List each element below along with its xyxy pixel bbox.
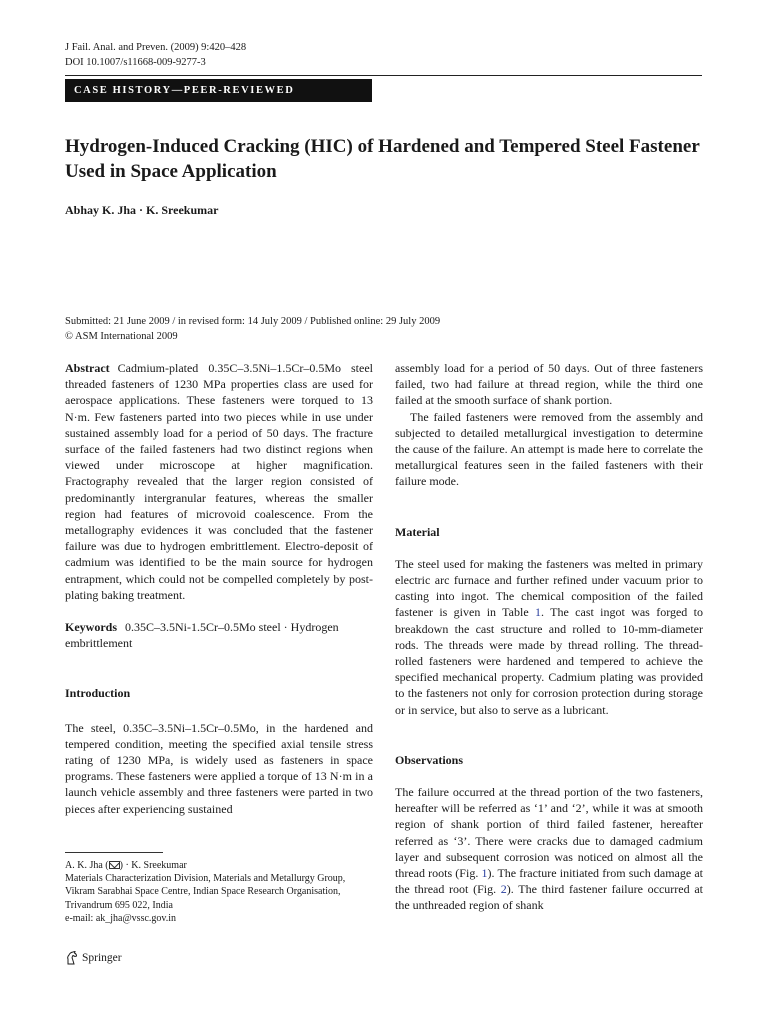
figure-2-link[interactable]: 2 (500, 882, 507, 897)
publisher-footer (65, 951, 122, 965)
envelope-icon[interactable] (109, 861, 120, 869)
material-heading: Material (395, 524, 440, 539)
footnote-author-2: · K. Sreekumar (125, 860, 187, 871)
observations-text-a: The failure occurred at the thread portion of the two fasteners, hereafter will be referred as ‘1’ and ‘2’, while it was at smooth region of shank portion of third failed fastener, hereafter referred as ‘3’. There were cracks due to damaged cadmium layer and subsequent corrosion was noticed on almost all the thread roots (Fig. (395, 785, 703, 881)
keywords-text: 0.35C–3.5Ni-1.5Cr–0.5Mo steel · Hydrogen embrittlement (65, 620, 339, 651)
journal-header (65, 40, 246, 70)
material-text-a: The steel used for making the fasteners was melted in primary electric arc furnace and further refined under vacuum prior to casting into ingot. The chemical composition of the failed fastener is given in Table (395, 556, 703, 620)
article-type-banner: CASE HISTORY—PEER-REVIEWED (65, 79, 372, 102)
header-rule (65, 75, 702, 76)
keywords (65, 619, 373, 651)
affiliation: Materials Characterization Division, Materials and Metallurgy Group, Vikram Sarabhai Space Centre, Indian Space Research Organisation, Trivandrum 695 022, India (65, 873, 346, 911)
abstract-text: Cadmium-plated 0.35C–3.5Ni–1.5Cr–0.5Mo steel threaded fasteners of 1230 MPa properties class are used for aerospace applications. These fasteners were torqued to 13 N·m. Few fasteners parted into two pieces while in use under sustained assembly load for a period of 50 days. The fracture surface of the failed fasteners had two distinct regions when viewed under microscope at higher magnification. Fractography revealed that the larger region consisted of predominantly intergranular features, whereas the smaller region had features of microvoid coalescence. From the metallography evidences it was concluded that the fastener failure was due to hydrogen embrittlement. Electro-deposit of cadmium was identified to be the main source for hydrogen entrapment, which could not be compelled completely by post-plating baking treatment. (65, 361, 373, 602)
publisher-name: Springer (82, 952, 122, 964)
footnote-rule (65, 852, 163, 853)
material-text-b: . The cast ingot was forged to breakdown the cast structure and rolled to 10-mm-diameter rods. The threads were made by thread rolling. The thread-rolled fasteners were hardened and tempered to achieve the specified mechanical property. Cadmium plating was provided to the fasteners not only for corrosion protection during storage or in service, but also to serve as a lubricant. (395, 605, 703, 717)
authors: Abhay K. Jha · K. Sreekumar (65, 203, 219, 217)
copyright: © ASM International 2009 (65, 331, 178, 342)
observations-text (395, 784, 703, 914)
figure-1-link[interactable]: 1 (481, 866, 488, 881)
date-history: Submitted: 21 June 2009 / in revised form: 14 July 2009 / Published online: 29 July 2009 (65, 316, 441, 327)
introduction-para-2: The failed fasteners were removed from the assembly and subjected to detailed metallurgical investigation to determine the cause of the failure. An attempt is made here to correlate the metallurgical features seen in the failed fasteners with their failure mode. (395, 409, 703, 489)
paper-title: Hydrogen-Induced Cracking (HIC) of Hardened and Tempered Steel Fastener Used in Space Application (65, 136, 700, 182)
footnote-author-1: A. K. Jha (65, 860, 103, 871)
material-text (395, 556, 703, 718)
introduction-continued: assembly load for a period of 50 days. Out of three fasteners failed, two had failure at thread region, while the third one failed at the smooth surface of shank portion. (395, 361, 703, 408)
introduction-heading: Introduction (65, 686, 131, 701)
observations-heading: Observations (395, 752, 464, 767)
table-1-link[interactable]: 1 (535, 605, 542, 620)
email[interactable]: e-mail: ak_jha@vssc.gov.in (65, 912, 177, 924)
observations-text-b: ). The fracture initiated from such damage at the thread root (Fig. (395, 866, 704, 897)
footnote-authors: A. K. Jha ( ) · K. Sreekumar (65, 860, 187, 871)
right-column (395, 360, 703, 914)
doi[interactable]: DOI 10.1007/s11668-009-9277-3 (65, 57, 206, 68)
publication-dates (65, 314, 440, 344)
introduction-text: The steel, 0.35C–3.5Ni–1.5Cr–0.5Mo, in the hardened and tempered condition, meeting the specified axial tensile stress rating of 1230 MPa, is widely used as fasteners in space programs. These fasteners were applied a torque of 13 N·m in a launch vehicle assembly and three fasteners were parted in two pieces after experiencing sustained (65, 720, 373, 816)
abstract-label: Abstract (65, 361, 110, 375)
observations-text-c: ). The third fastener failure occurred at the unthreaded region of shank (395, 882, 703, 913)
journal-citation: J Fail. Anal. and Preven. (2009) 9:420–428 (65, 42, 247, 53)
abstract (65, 360, 373, 603)
springer-horse-icon (65, 951, 78, 965)
left-column (65, 360, 373, 817)
keywords-label: Keywords (65, 620, 117, 635)
author-footnote (65, 859, 375, 925)
